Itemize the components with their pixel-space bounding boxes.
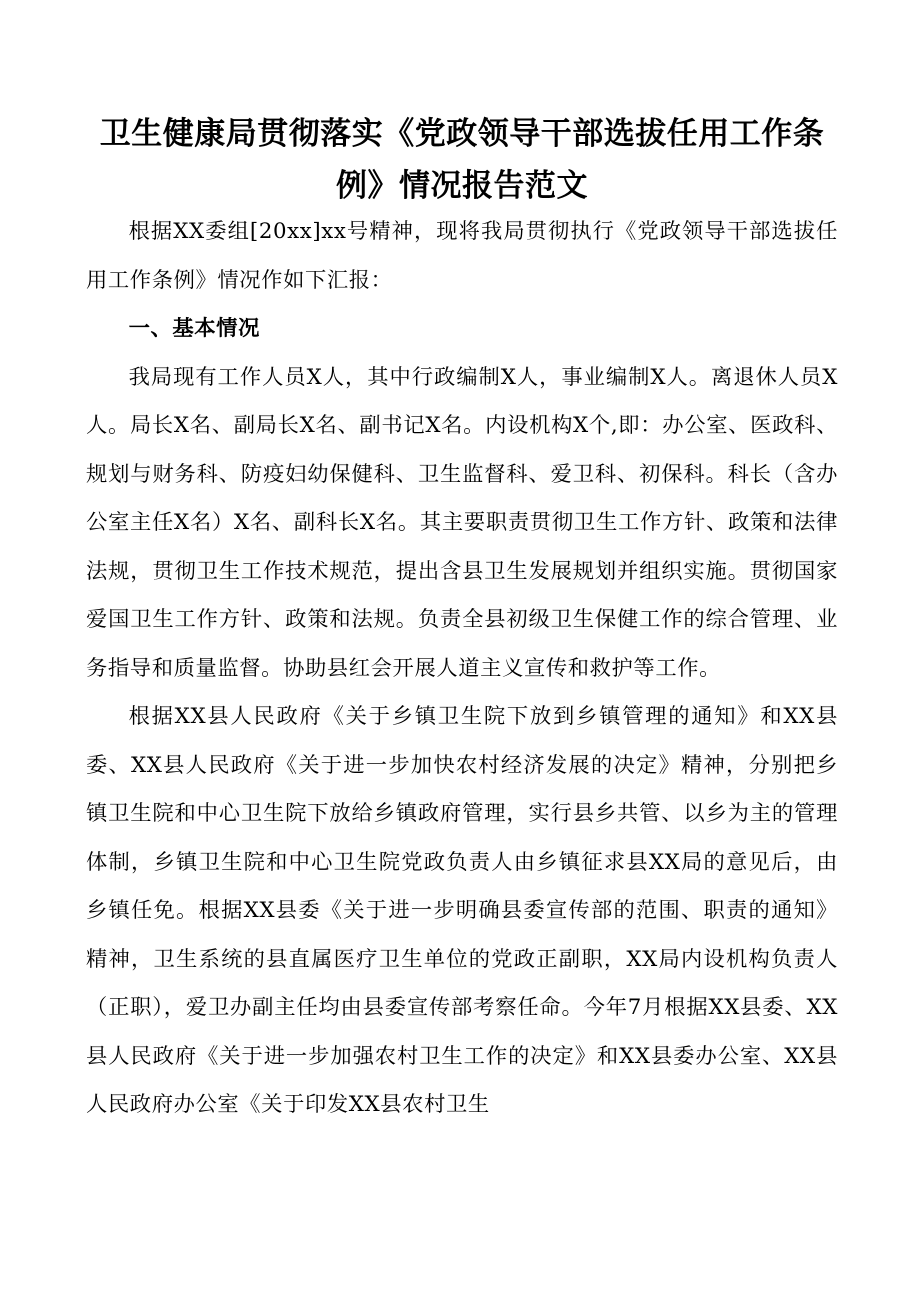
document-body [86, 208, 838, 1130]
section-heading-basic-situation: 一、基本情况 [128, 316, 260, 341]
document-title: 卫生健康局贯彻落实《党政领导干部选拔任用工作条例》情况报告范文 [99, 116, 825, 204]
paragraph-staffing: 我局现有工作人员X人，其中行政编制X人，事业编制X人。离退休人员X人。局长X名、副局长X名、副书记X名。内设机构X个,即：办公室、医政科、规划与财务科、防疫妇幼保健科、卫生监督科、爱卫科、初保科。科长（含办公室主任X名）X名、副科长X名。其主要职责贯彻卫生工作方针、政策和法律法规，贯彻卫生工作技术规范，提出含县卫生发展规划并组织实施。贯彻国家爱国卫生工作方针、政策和法规。负责全县初级卫生保健工作的综合管理、业务指导和质量监督。协助县红会开展人道主义宣传和救护等工作。 [86, 364, 838, 681]
intro-paragraph: 根据XX委组[20xx]xx号精神，现将我局贯彻执行《党政领导干部选拔任用工作条例》情况作如下汇报： [86, 219, 838, 293]
paragraph-management-system: 根据XX县人民政府《关于乡镇卫生院下放到乡镇管理的通知》和XX县委、XX县人民政府《关于进一步加快农村经济发展的决定》精神，分别把乡镇卫生院和中心卫生院下放给乡镇政府管理，实行县乡共管、以乡为主的管理体制，乡镇卫生院和中心卫生院党政负责人由乡镇征求县XX局的意见后，由乡镇任免。根据XX县委《关于进一步明确县委宣传部的范围、职责的通知》精神，卫生系统的县直属医疗卫生单位的党政正副职，XX局内设机构负责人（正职），爱卫办副主任均由县委宣传部考察任命。今年7月根据XX县委、XX县人民政府《关于进一步加强农村卫生工作的决定》和XX县委办公室、XX县人民政府办公室《关于印发XX县农村卫生 [86, 704, 838, 1117]
